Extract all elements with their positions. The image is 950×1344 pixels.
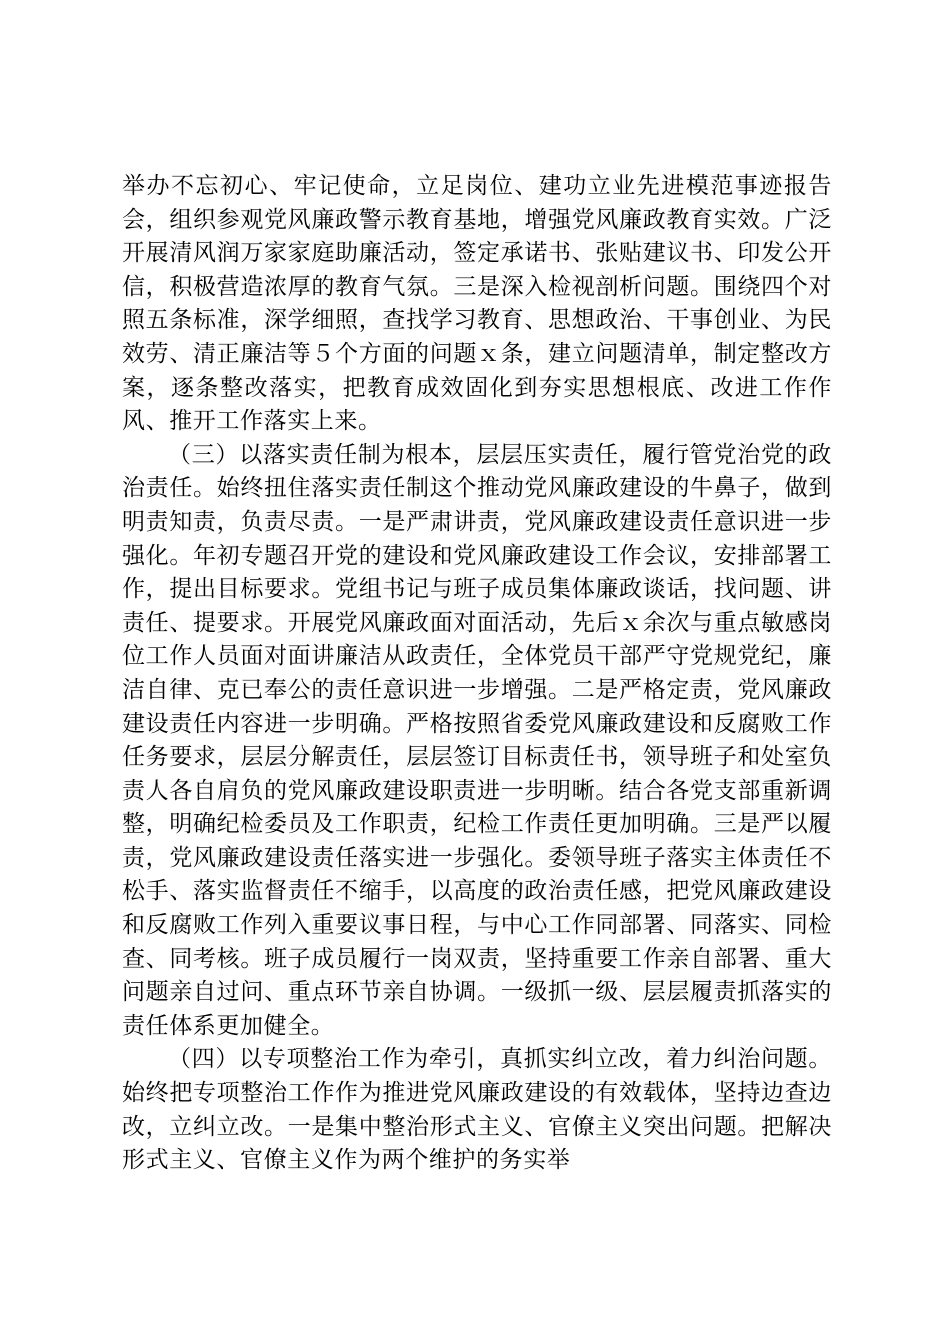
paragraph-1: 举办不忘初心、牢记使命，立足岗位、建功立业先进模范事迹报告会，组织参观党风廉政警示教育基地，增强党风廉政教育实效。广泛开展清风润万家家庭助廉活动，签定承诺书、张贴建议书、印发公开信，积极营造浓厚的教育气氛。三是深入检视剖析问题。围绕四个对照五条标准，深学细照，查找学习教育、思想政治、干事创业、为民效劳、清正廉洁等５个方面的问题ｘ条，建立问题清单，制定整改方案，逐条整改落实，把教育成效固化到夯实思想根底、改进工作作风、推开工作落实上来。 [122, 173, 832, 435]
document-body [122, 170, 832, 1178]
paragraph-3: （四）以专项整治工作为牵引，真抓实纠立改，着力纠治问题。始终把专项整治工作作为推进党风廉政建设的有效载体，坚持边查边改，立纠立改。一是集中整治形式主义、官僚主义突出问题。把解决形式主义、官僚主义作为两个维护的务实举 [122, 1046, 832, 1174]
paragraph-2: （三）以落实责任制为根本，层层压实责任，履行管党治党的政治责任。始终扭住落实责任制这个推动党风廉政建设的牛鼻子，做到明责知责，负责尽责。一是严肃讲责，党风廉政建设责任意识进一步强化。年初专题召开党的建设和党风廉政建设工作会议，安排部署工作，提出目标要求。党组书记与班子成员集体廉政谈话，找问题、讲责任、提要求。开展党风廉政面对面活动，先后ｘ余次与重点敏感岗位工作人员面对面讲廉洁从政责任，全体党员干部严守党规党纪，廉洁自律、克已奉公的责任意识进一步增强。二是严格定责，党风廉政建设责任内容进一步明确。严格按照省委党风廉政建设和反腐败工作任务要求，层层分解责任，层层签订目标责任书，领导班子和处室负责人各自肩负的党风廉政建设职责进一步明晰。结合各党支部重新调整，明确纪检委员及工作职责，纪检工作责任更加明确。三是严以履责，党风廉政建设责任落实进一步强化。委领导班子落实主体责任不松手、落实监督责任不缩手，以高度的政治责任感，把党风廉政建设和反腐败工作列入重要议事日程，与中心工作同部署、同落实、同检查、同考核。班子成员履行一岗双责，坚持重要工作亲自部署、重大问题亲自过问、重点环节亲自协调。一级抓一级、层层履责抓落实的责任体系更加健全。 [122, 441, 832, 1039]
